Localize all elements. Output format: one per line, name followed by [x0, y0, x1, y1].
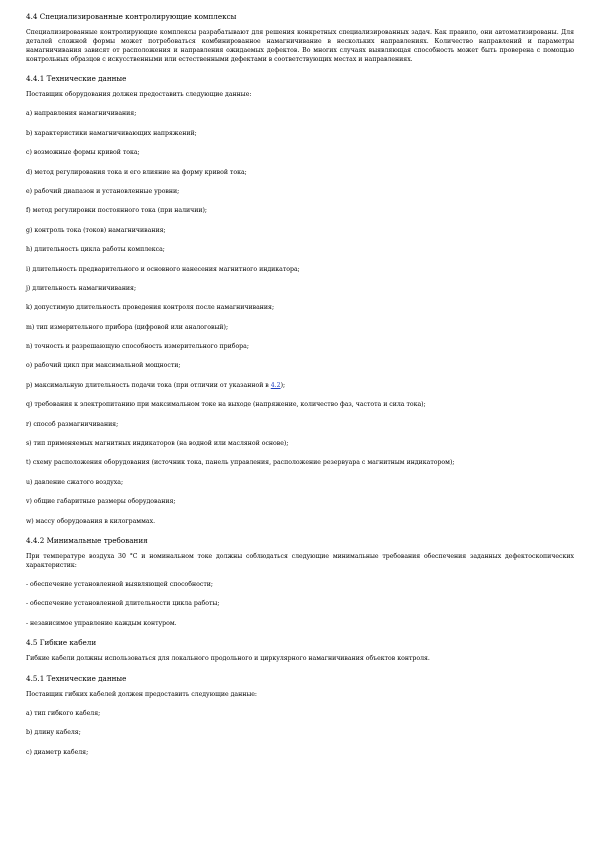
list-item: e) рабочий диапазон и установленные уровни;: [26, 187, 180, 195]
list-item: v) общие габаритные размеры оборудования;: [26, 498, 176, 506]
list-item: - обеспечение установленной выявляющей способности;: [26, 580, 213, 588]
item-p-text-before: p) максимальную длительность подачи тока (при отличии от указанной в: [26, 381, 271, 389]
list-item: i) длительность предварительного и основного нанесения магнитного индикатора;: [26, 265, 300, 273]
list-item: k) допустимую длительность проведения контроля после намагничивания;: [26, 304, 275, 312]
list-item: t) схему расположения оборудования (источник тока, панель управления, расположение резервуара с магнитным индикатором);: [26, 459, 455, 467]
section-4-4-1-intro: Поставщик оборудования должен предоставить следующие данные:: [26, 91, 252, 98]
list-item-p: [26, 381, 574, 390]
list-item: j) длительность намагничивания;: [26, 284, 137, 292]
list-item: u) давление сжатого воздуха;: [26, 478, 124, 486]
section-4-5-title: 4.5 Гибкие кабели: [26, 638, 97, 648]
clause-4-2-link[interactable]: 4.2: [270, 381, 281, 389]
list-item: - обеспечение установленной длительности цикла работы;: [26, 600, 220, 608]
section-4-4-1-title: 4.4.1 Технические данные: [26, 74, 127, 83]
list-item: r) способ размагничивания;: [26, 420, 119, 428]
list-item: d) метод регулирования тока и его влияние на форму кривой тока;: [26, 168, 247, 176]
section-4-5-1-title: 4.5.1 Технические данные: [26, 673, 127, 683]
section-4-4-2-title: 4.4.2 Минимальные требования: [26, 535, 148, 545]
list-item: g) контроль тока (токов) намагничивания;: [26, 226, 166, 234]
list-item: s) тип применяемых магнитных индикаторов (на водной или масляной основе);: [26, 440, 289, 448]
section-4-5-1-intro: Поставщик гибких кабелей должен предоставить следующие данные:: [26, 690, 258, 698]
list-item: f) метод регулировки постоянного тока (при наличии);: [26, 207, 207, 215]
list-item: b) длину кабеля;: [26, 729, 81, 737]
list-item: b) характеристики намагничивающих напряжений;: [26, 129, 197, 137]
list-item: c) возможные формы кривой тока;: [26, 149, 140, 157]
list-item: a) направления намагничивания;: [26, 110, 137, 118]
list-item: o) рабочий цикл при максимальной мощности;: [26, 362, 181, 370]
document-page: [26, 12, 574, 767]
list-item: a) тип гибкого кабеля;: [26, 709, 101, 717]
list-item: q) требования к электропитанию при максимальном токе на выходе (напряжение, количество фаз, частота и сила тока);: [26, 401, 426, 409]
item-p-text-after: );: [280, 381, 286, 389]
list-item: n) точность и разрешающую способность измерительного прибора;: [26, 343, 249, 351]
section-4-5-intro: Гибкие кабели должны использоваться для локального продольного и циркулярного намагничивания объектов контроля.: [26, 655, 430, 663]
section-4-4-intro: Специализированные контролирующие комплексы разрабатывают для решения конкретных специализированных задач. Как правило, они автоматизированы. Для деталей сложной формы может потребоваться комбинированное намагничивание в нескольких направлениях. Количество направлений и параметры намагничивания зависят от расположения и направления ожидаемых дефектов. Во многих случаях выявляющая способность может быть проверена с помощью контрольных образцов с искусственными или естественными дефектами в соответствующих местах и направлениях.: [26, 29, 574, 63]
list-item: m) тип измерительного прибора (цифровой или аналоговый);: [26, 323, 229, 331]
list-item: c) диаметр кабеля;: [26, 748, 89, 756]
list-item: - независимое управление каждым контуром.: [26, 619, 177, 627]
list-item: h) длительность цикла работы комплекса;: [26, 246, 165, 254]
section-4-4-2-intro: При температуре воздуха 30 °С и номинальном токе должны соблюдаться следующие минимальные требования обеспечения заданных дефектоскопических характеристик:: [26, 552, 574, 569]
list-item: w) массу оборудования в килограммах.: [26, 517, 156, 525]
section-4-4-title: 4.4 Специализированные контролирующие комплексы: [26, 12, 237, 21]
